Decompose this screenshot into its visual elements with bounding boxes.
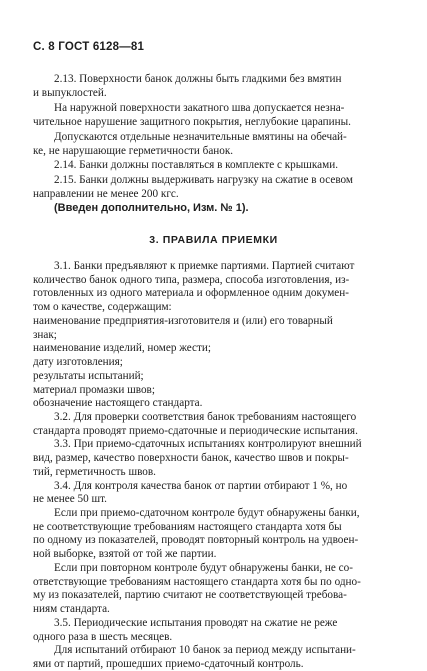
text-line: результаты испытаний;	[33, 370, 144, 382]
text-line: готовленных из одного материала и оформленное одним докумен-	[33, 287, 349, 299]
text-line: 3.1. Банки предъявляют к приемке партиями. Партией считают	[54, 260, 355, 272]
text-line: 3.4. Для контроля качества банок от партии отбирают 1 %, но	[54, 480, 348, 492]
text-line: наименование изделий, номер жести;	[33, 342, 211, 354]
text-line: не менее 50 шт.	[33, 493, 107, 505]
text-line: направлении не менее 200 кгс.	[33, 188, 179, 200]
text-line: обозначение настоящего стандарта.	[33, 397, 203, 409]
text-line: 2.15. Банки должны выдерживать нагрузку на сжатие в осевом	[54, 174, 353, 186]
text-line: ке, не нарушающие герметичности банок.	[33, 145, 234, 157]
text-line: Если при приемо-сдаточном контроле будут обнаружены банки,	[54, 507, 360, 519]
text-line: 3.5. Периодические испытания проводят на сжатие не реже	[54, 617, 338, 629]
text-line: На наружной поверхности закатного шва допускается незна-	[54, 102, 345, 114]
text-line: му из показателей, партию считают не соответствующей требова-	[33, 589, 347, 601]
section-title: 3. ПРАВИЛА ПРИЕМКИ	[149, 234, 278, 246]
text-line: ответствующие требованиям настоящего стандарта хотя бы по одно-	[33, 576, 361, 588]
text-line: знак;	[33, 329, 57, 341]
text-line: ной выборке, взятой от той же партии.	[33, 548, 217, 560]
text-line: не соответствующие требованиям настоящего стандарта хотя бы	[33, 521, 342, 533]
text-line: по одному из показателей, проводят повторный контроль на удвоен-	[33, 534, 359, 546]
text-line: одного раза в шесть месяцев.	[33, 631, 173, 643]
text-line: Допускаются отдельные незначительные вмятины на обечай-	[54, 131, 347, 143]
text-line: том о качестве, содержащим:	[33, 301, 172, 313]
text-line: ями от партий, прошедших приемо-сдаточный контроль.	[33, 658, 304, 670]
text-line: дату изготовления;	[33, 356, 123, 368]
page-header: С. 8 ГОСТ 6128—81	[33, 41, 145, 53]
text-line: наименование предприятия-изготовителя и (или) его товарный	[33, 315, 333, 327]
text-line: 3.3. При приемо-сдаточных испытаниях контролируют внешний	[54, 438, 362, 450]
text-line: чительное нарушение защитного покрытия, неглубокие царапины.	[33, 116, 351, 128]
text-line: ниям стандарта.	[33, 603, 110, 615]
text-line: количество банок одного типа, размера, способа изготовления, из-	[33, 274, 350, 286]
text-line: вид, размер, качество поверхности банок, качество швов и покры-	[33, 452, 349, 464]
text-line: 3.2. Для проверки соответствия банок требованиям настоящего	[54, 411, 357, 423]
text-line: материал промазки швов;	[33, 384, 155, 396]
text-line: 2.14. Банки должны поставляться в комплекте с крышками.	[54, 159, 338, 171]
text-line: тий, герметичность швов.	[33, 466, 156, 478]
amendment-note: (Введен дополнительно, Изм. № 1).	[54, 202, 249, 214]
text-line: 2.13. Поверхности банок должны быть гладкими без вмятин	[54, 73, 342, 85]
text-line: стандарта проводят приемо-сдаточные и периодические испытания.	[33, 425, 358, 437]
text-line: и выпуклостей.	[33, 87, 107, 99]
text-line: Если при повторном контроле будут обнаружены банки, не со-	[54, 562, 353, 574]
text-line: Для испытаний отбирают 10 банок за период между испытани-	[54, 644, 356, 656]
